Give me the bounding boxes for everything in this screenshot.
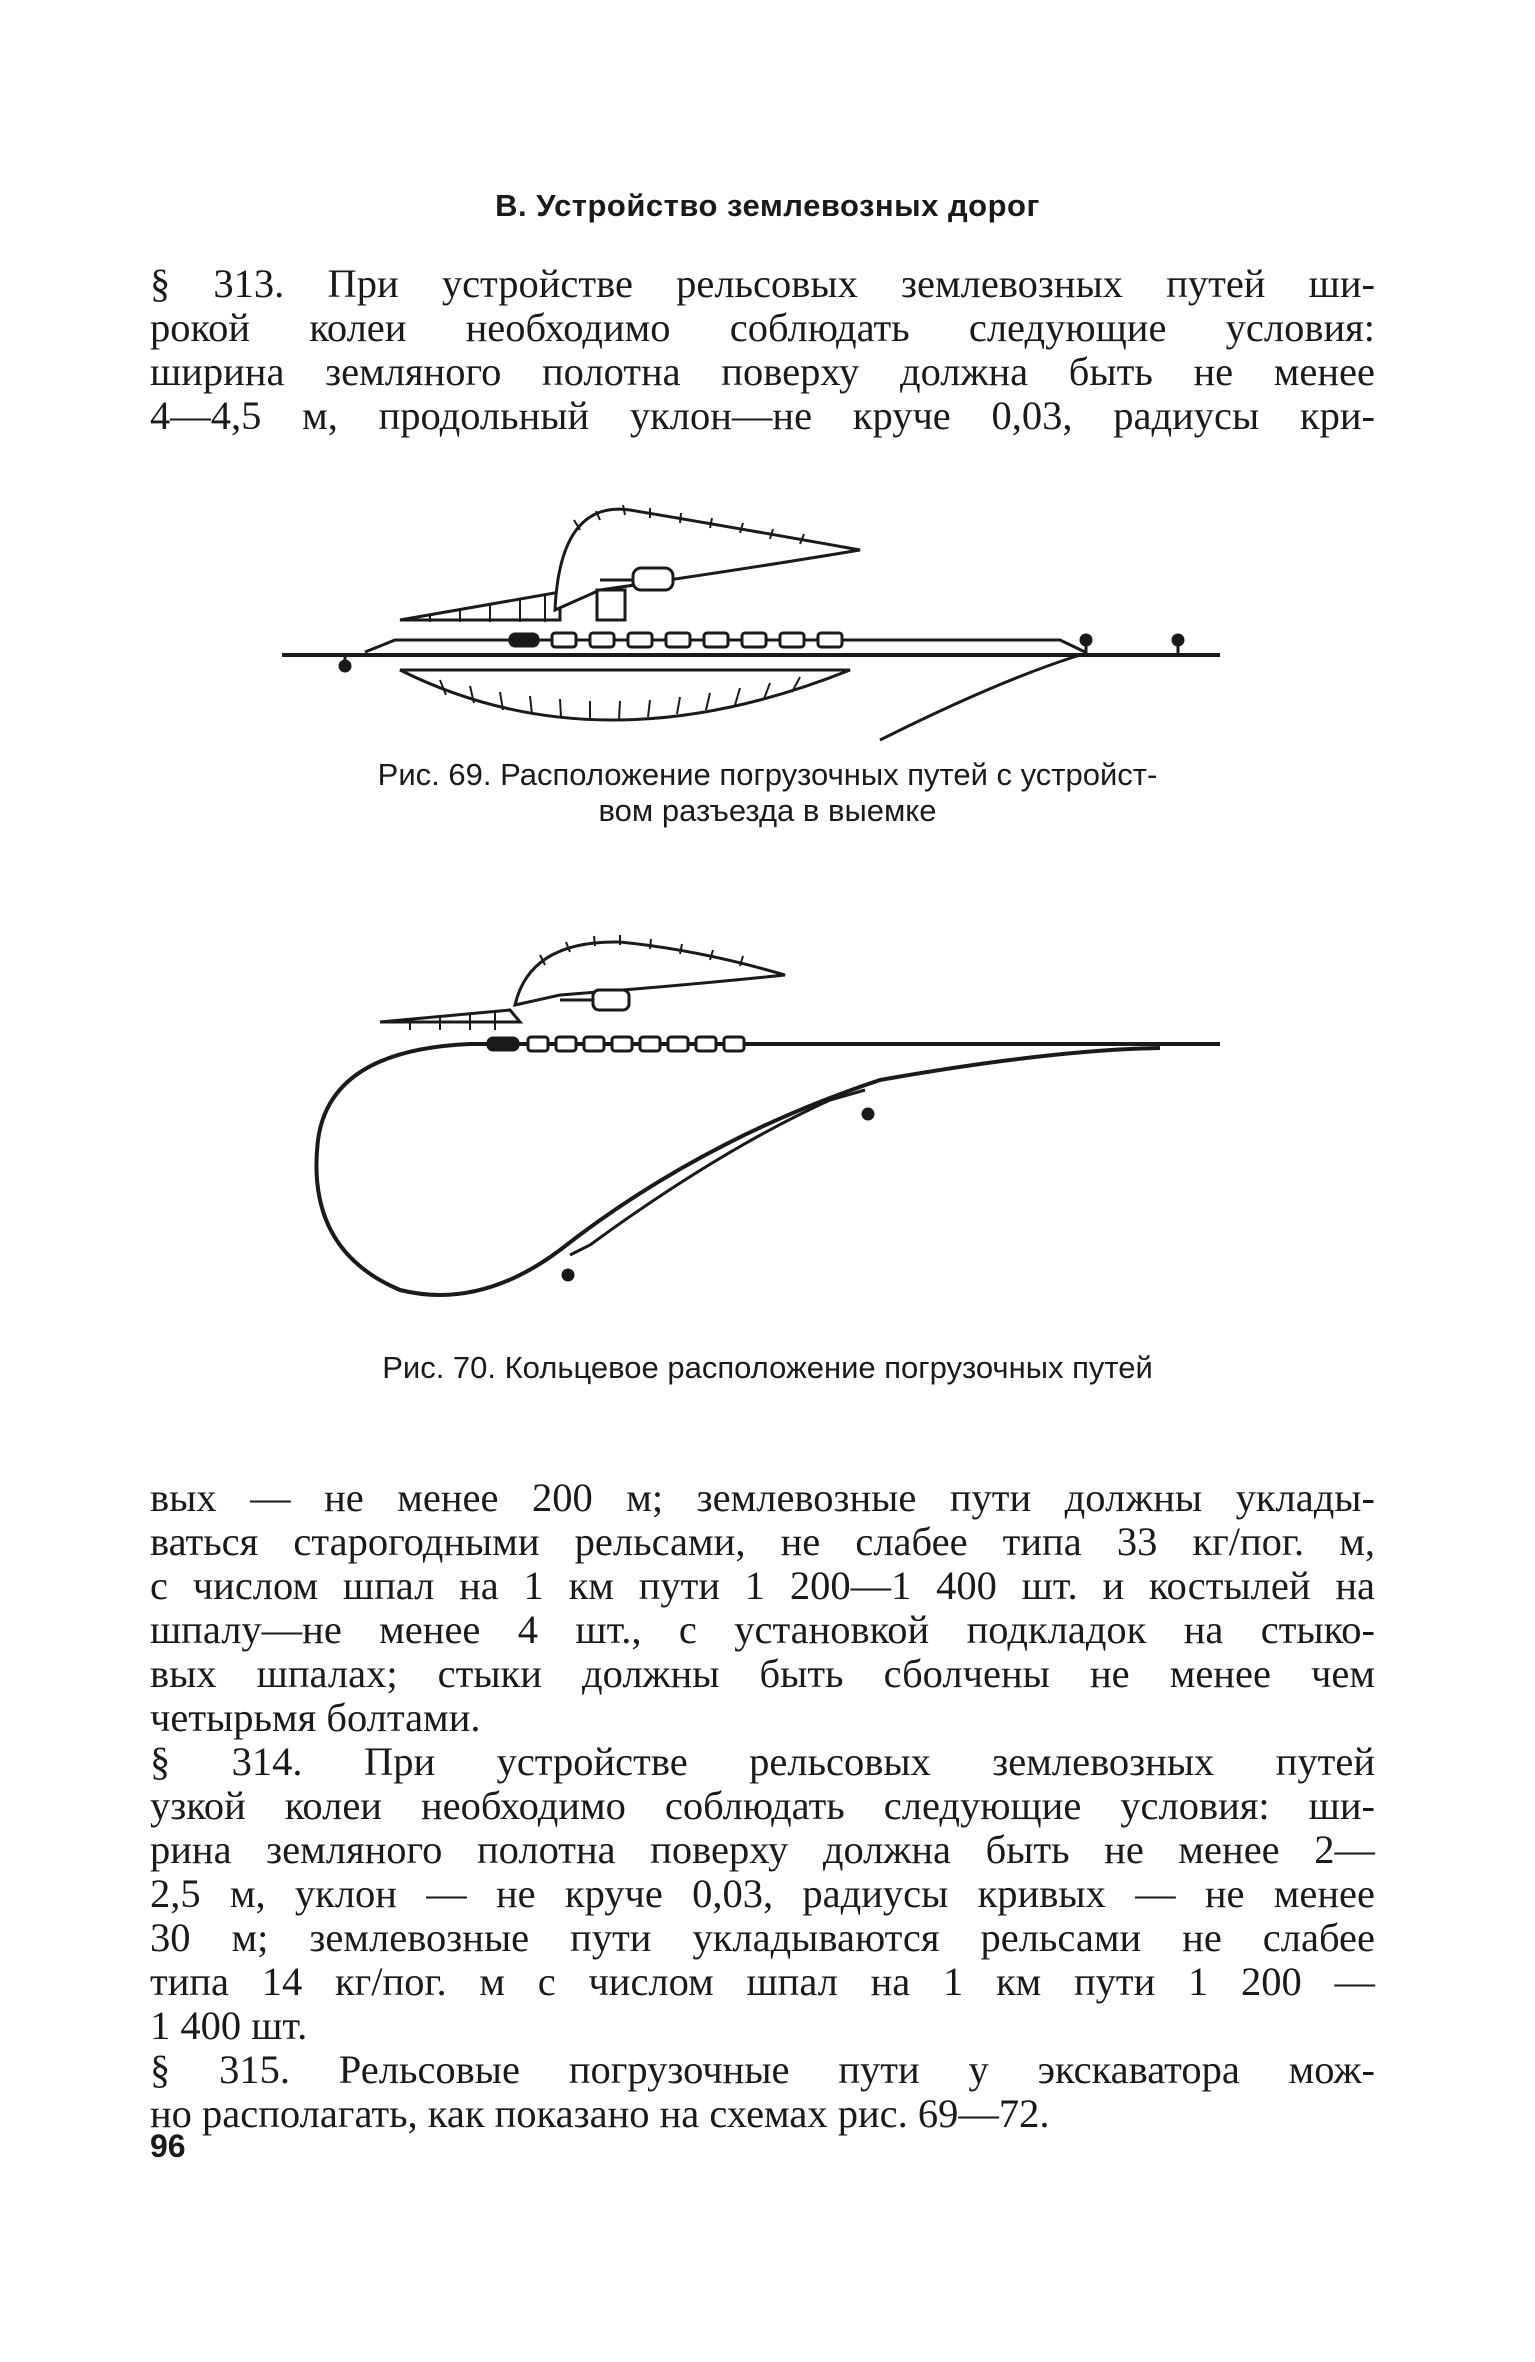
text-line: 4—4,5 м, продольный уклон—не круче 0,03, радиусы кри-: [150, 393, 1375, 438]
text-line: но располагать, как показано на схемах рис. 69—72.: [150, 2091, 1050, 2136]
text-line: ваться старогодными рельсами, не слабее типа 33 кг/пог. м,: [150, 1519, 1375, 1564]
text-line: вых — не менее 200 м; землевозные пути должны уклады-: [150, 1475, 1375, 1520]
paragraph-314: [150, 1740, 1375, 2048]
text-line: рина земляного полотна поверху должна быть не менее 2—: [150, 1827, 1375, 1872]
text-line: типа 14 кг/пог. м с числом шпал на 1 км пути 1 200 —: [150, 1959, 1375, 2004]
text-line: 2,5 м, уклон — не круче 0,03, радиусы кривых — не менее: [150, 1871, 1375, 1916]
paragraph-313-continued: [150, 1476, 1375, 1740]
text-line: § 313. При устройстве рельсовых землевозных путей ши-: [150, 261, 1375, 306]
text-line: четырьмя болтами.: [150, 1695, 481, 1740]
caption-line: вом разъезда в выемке: [598, 793, 937, 828]
text-line: шпалу—не менее 4 шт., с установкой подкладок на стыко-: [150, 1607, 1375, 1652]
text-line: § 315. Рельсовые погрузочные пути у экскаватора мож-: [150, 2047, 1375, 2092]
section-title: В. Устройство землевозных дорог: [495, 188, 1040, 223]
text-line: с числом шпал на 1 км пути 1 200—1 400 шт. и костылей на: [150, 1563, 1375, 1608]
text-line: рокой колеи необходимо соблюдать следующие условия:: [150, 305, 1375, 350]
figure-70-caption: Рис. 70. Кольцевое расположение погрузочных путей: [382, 1350, 1153, 1385]
text-line: 1 400 шт.: [150, 2003, 308, 2048]
text-line: ширина земляного полотна поверху должна быть не менее: [150, 349, 1375, 394]
text-line: 30 м; землевозные пути укладываются рельсами не слабее: [150, 1915, 1375, 1960]
text-line: узкой колеи необходимо соблюдать следующие условия: ши-: [150, 1783, 1375, 1828]
caption-line: Рис. 69. Расположение погрузочных путей с устройст-: [377, 757, 1158, 792]
text-line: вых шпалах; стыки должны быть сболчены не менее чем: [150, 1651, 1375, 1696]
paragraph-315: [150, 2048, 1375, 2136]
page-number: 96: [150, 2128, 186, 2164]
text-line: § 314. При устройстве рельсовых землевозных путей: [150, 1739, 1375, 1784]
